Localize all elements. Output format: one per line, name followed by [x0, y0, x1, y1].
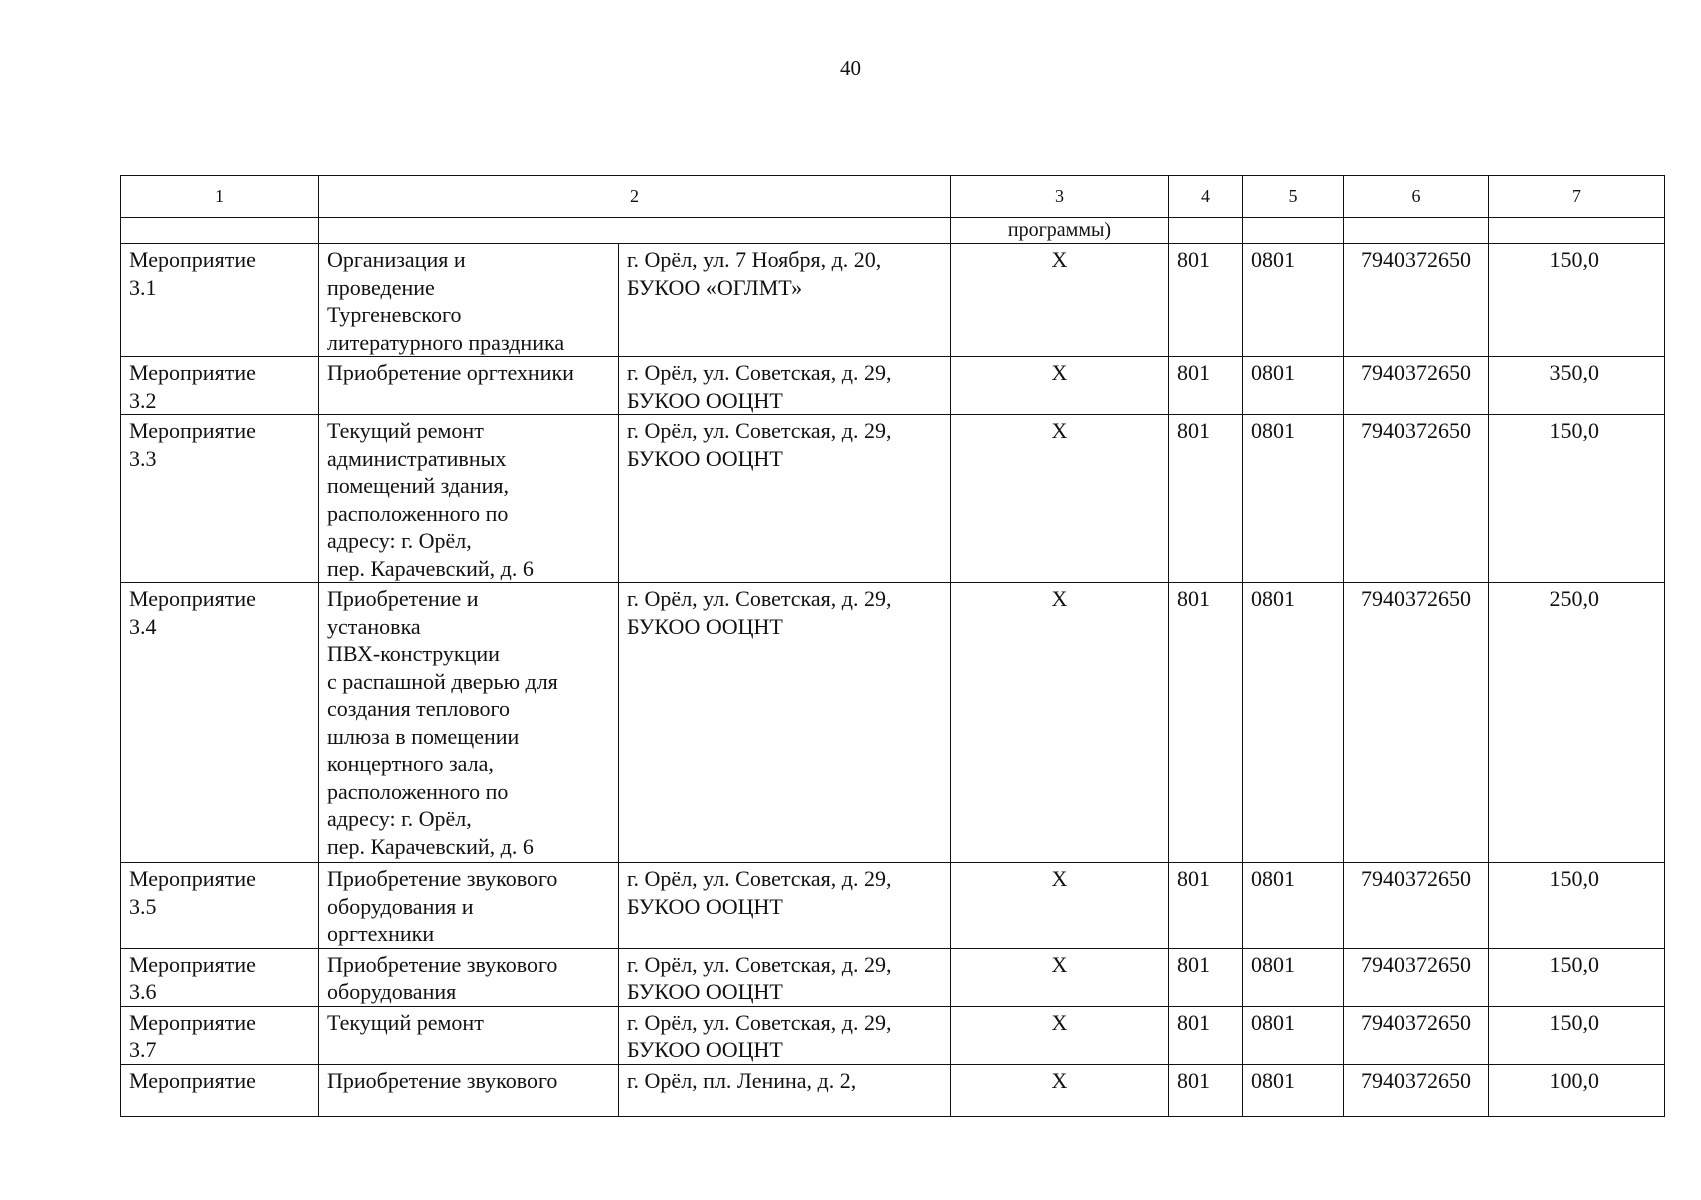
- continuation-cell-6: [1344, 218, 1489, 244]
- header-cell-5: 5: [1243, 176, 1344, 218]
- col3-cell: Х: [951, 583, 1169, 863]
- budget-code-cell: 801: [1169, 1064, 1243, 1116]
- section-code-cell: 0801: [1243, 583, 1344, 863]
- col3-cell: Х: [951, 1006, 1169, 1064]
- event-cell: Мероприятие 3.4: [121, 583, 319, 863]
- table-row: [121, 583, 1665, 863]
- budget-code-cell: 801: [1169, 583, 1243, 863]
- target-code-cell: 7940372650: [1344, 948, 1489, 1006]
- budget-code-cell: 801: [1169, 1006, 1243, 1064]
- amount-cell: 150,0: [1489, 863, 1665, 949]
- amount-cell: 150,0: [1489, 415, 1665, 583]
- table-row: [121, 415, 1665, 583]
- target-code-cell: 7940372650: [1344, 415, 1489, 583]
- continuation-row: [121, 218, 1665, 244]
- target-code-cell: 7940372650: [1344, 583, 1489, 863]
- event-cell: Мероприятие: [121, 1064, 319, 1116]
- event-cell: Мероприятие 3.7: [121, 1006, 319, 1064]
- header-row: [121, 176, 1665, 218]
- header-cell-4: 4: [1169, 176, 1243, 218]
- name-cell: Приобретение звукового оборудования: [319, 948, 619, 1006]
- target-code-cell: 7940372650: [1344, 1064, 1489, 1116]
- amount-cell: 150,0: [1489, 948, 1665, 1006]
- section-code-cell: 0801: [1243, 357, 1344, 415]
- col3-cell: Х: [951, 415, 1169, 583]
- header-cell-1: 1: [121, 176, 319, 218]
- name-cell: Приобретение звукового: [319, 1064, 619, 1116]
- continuation-cell-7: [1489, 218, 1665, 244]
- name-cell: Приобретение звукового оборудования и оргтехники: [319, 863, 619, 949]
- table-row: [121, 948, 1665, 1006]
- table-row: [121, 1064, 1665, 1116]
- section-code-cell: 0801: [1243, 948, 1344, 1006]
- name-cell: Приобретение оргтехники: [319, 357, 619, 415]
- section-code-cell: 0801: [1243, 1064, 1344, 1116]
- amount-cell: 150,0: [1489, 244, 1665, 357]
- event-cell: Мероприятие 3.3: [121, 415, 319, 583]
- section-code-cell: 0801: [1243, 244, 1344, 357]
- name-cell: Приобретение и установка ПВХ-конструкции с распашной дверью для создания теплового шлюза в помещении концертного зала, расположенного по адресу: г. Орёл, пер. Карачевский, д. 6: [319, 583, 619, 863]
- budget-table: [120, 175, 1665, 1117]
- target-code-cell: 7940372650: [1344, 244, 1489, 357]
- amount-cell: 150,0: [1489, 1006, 1665, 1064]
- continuation-cell-4: [1169, 218, 1243, 244]
- amount-cell: 350,0: [1489, 357, 1665, 415]
- header-cell-6: 6: [1344, 176, 1489, 218]
- address-cell: г. Орёл, ул. Советская, д. 29, БУКОО ООЦНТ: [619, 583, 951, 863]
- col3-cell: Х: [951, 948, 1169, 1006]
- amount-cell: 100,0: [1489, 1064, 1665, 1116]
- event-cell: Мероприятие 3.5: [121, 863, 319, 949]
- target-code-cell: 7940372650: [1344, 863, 1489, 949]
- budget-code-cell: 801: [1169, 357, 1243, 415]
- table-row: [121, 863, 1665, 949]
- page-number: 40: [840, 56, 861, 80]
- section-code-cell: 0801: [1243, 415, 1344, 583]
- table-row: [121, 1006, 1665, 1064]
- amount-cell: 250,0: [1489, 583, 1665, 863]
- header-cell-7: 7: [1489, 176, 1665, 218]
- event-cell: Мероприятие 3.1: [121, 244, 319, 357]
- target-code-cell: 7940372650: [1344, 1006, 1489, 1064]
- name-cell: Организация и проведение Тургеневского литературного праздника: [319, 244, 619, 357]
- continuation-text: программы): [951, 218, 1169, 244]
- address-cell: г. Орёл, ул. Советская, д. 29, БУКОО ООЦНТ: [619, 357, 951, 415]
- section-code-cell: 0801: [1243, 1006, 1344, 1064]
- table-row: [121, 244, 1665, 357]
- address-cell: г. Орёл, ул. 7 Ноября, д. 20, БУКОО «ОГЛМТ»: [619, 244, 951, 357]
- header-cell-2: 2: [319, 176, 951, 218]
- budget-code-cell: 801: [1169, 415, 1243, 583]
- address-cell: г. Орёл, ул. Советская, д. 29, БУКОО ООЦНТ: [619, 948, 951, 1006]
- budget-code-cell: 801: [1169, 244, 1243, 357]
- col3-cell: Х: [951, 244, 1169, 357]
- target-code-cell: 7940372650: [1344, 357, 1489, 415]
- address-cell: г. Орёл, ул. Советская, д. 29, БУКОО ООЦНТ: [619, 415, 951, 583]
- event-cell: Мероприятие 3.2: [121, 357, 319, 415]
- col3-cell: Х: [951, 357, 1169, 415]
- header-cell-3: 3: [951, 176, 1169, 218]
- continuation-cell-2: [319, 218, 951, 244]
- budget-code-cell: 801: [1169, 948, 1243, 1006]
- col3-cell: Х: [951, 1064, 1169, 1116]
- budget-code-cell: 801: [1169, 863, 1243, 949]
- address-cell: г. Орёл, пл. Ленина, д. 2,: [619, 1064, 951, 1116]
- table-row: [121, 357, 1665, 415]
- continuation-cell-5: [1243, 218, 1344, 244]
- address-cell: г. Орёл, ул. Советская, д. 29, БУКОО ООЦНТ: [619, 863, 951, 949]
- event-cell: Мероприятие 3.6: [121, 948, 319, 1006]
- address-cell: г. Орёл, ул. Советская, д. 29, БУКОО ООЦНТ: [619, 1006, 951, 1064]
- name-cell: Текущий ремонт: [319, 1006, 619, 1064]
- section-code-cell: 0801: [1243, 863, 1344, 949]
- continuation-cell-1: [121, 218, 319, 244]
- name-cell: Текущий ремонт административных помещений здания, расположенного по адресу: г. Орёл, пер. Карачевский, д. 6: [319, 415, 619, 583]
- col3-cell: Х: [951, 863, 1169, 949]
